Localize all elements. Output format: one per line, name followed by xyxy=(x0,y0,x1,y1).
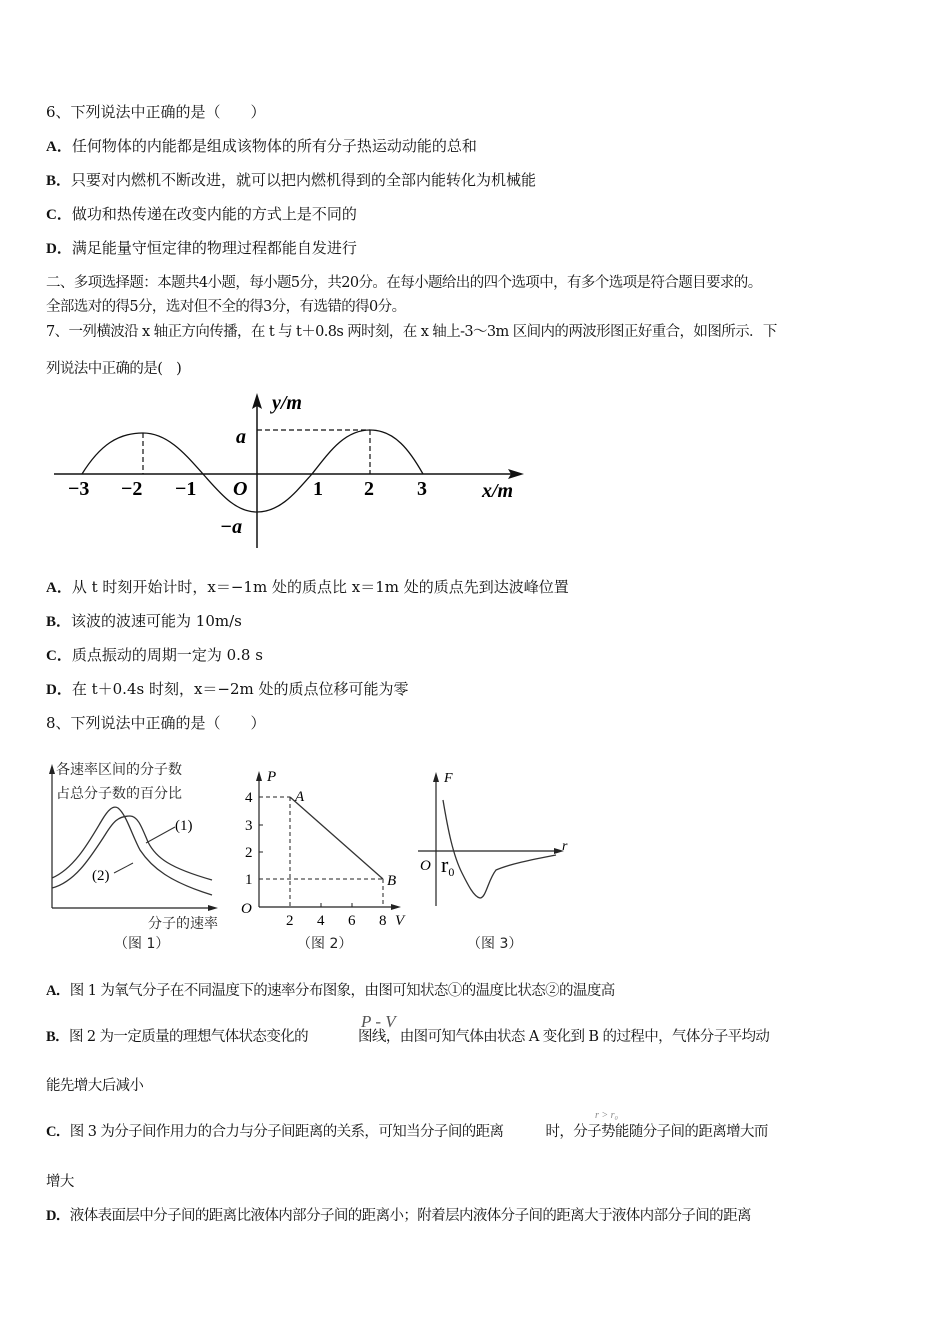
curve-2-label: (2) xyxy=(92,868,110,884)
option-label: B． xyxy=(46,173,72,189)
section2-instructions-line1: 二、多项选择题：本题共4小题，每小题5分，共20分。在每小题给出的四个选项中，有多个选项是符合题目要求的。 xyxy=(46,275,762,291)
origin-label: O xyxy=(233,478,248,500)
y-tick-label: 1 xyxy=(245,872,253,888)
y-axis-label-line2: 占总分子数的百分比 xyxy=(56,786,182,802)
option-text: 满足能量守恒定律的物理过程都能自发进行 xyxy=(71,239,357,257)
option-label: B． xyxy=(46,1029,69,1045)
q7-option-d xyxy=(46,679,409,700)
point-a-label: A xyxy=(295,789,305,805)
q8-option-b-continuation: 能先增大后减小 xyxy=(46,1078,144,1094)
option-text-pre: 图 2 为一定质量的理想气体状态变化的 xyxy=(68,1029,309,1045)
x-tick-label: 2 xyxy=(286,913,294,929)
x-tick-label: 3 xyxy=(417,478,427,500)
r0-label: r0 xyxy=(441,852,455,879)
figure-caption: （图 2） xyxy=(297,936,353,952)
option-label: C． xyxy=(46,648,72,664)
option-text: 从 t 时刻开始计时，x＝−1m 处的质点比 x＝1m 处的质点先到达波峰位置 xyxy=(71,578,569,596)
q6-stem: 6、下列说法中正确的是（ ） xyxy=(46,103,266,121)
option-text: 质点振动的周期一定为 0.8 s xyxy=(71,646,263,664)
section2-instructions-line2: 全部选对的得5分，选对但不全的得3分，有选错的得0分。 xyxy=(46,299,406,315)
x-axis-label: x/m xyxy=(482,480,514,502)
option-text: 只要对内燃机不断改进，就可以把内燃机得到的全部内能转化为机械能 xyxy=(71,171,537,189)
neg-amplitude-label: −a xyxy=(220,516,243,538)
x-tick-label: 4 xyxy=(317,913,325,929)
q7-option-b xyxy=(46,611,242,632)
option-label: D． xyxy=(46,682,72,698)
x-tick-label: 1 xyxy=(313,478,323,500)
option-text: 在 t＋0.4s 时刻，x＝−2m 处的质点位移可能为零 xyxy=(71,680,409,698)
origin-label: O xyxy=(420,858,431,874)
option-label: B． xyxy=(46,614,72,630)
q8-option-c-continuation: 增大 xyxy=(46,1174,74,1190)
amplitude-label: a xyxy=(236,426,246,448)
force-curve xyxy=(443,800,556,898)
q8-figure-1-speed-distribution xyxy=(40,750,240,960)
q8-option-a xyxy=(46,981,615,1001)
q8-figure-2-pv-diagram xyxy=(235,755,415,955)
option-label: A． xyxy=(46,580,72,596)
q8-figure-3-force-distance xyxy=(410,760,580,955)
q8-option-d xyxy=(46,1206,751,1226)
q7-stem-line1: 7、一列横波沿 x 轴正方向传播，在 t 与 t＋0.8s 两时刻，在 x 轴上-3～3m 区间内的两波形图正好重合，如图所示．下 xyxy=(46,324,777,340)
option-label: A． xyxy=(46,139,72,155)
y-axis-label: y/m xyxy=(272,392,302,414)
x-tick-label: 2 xyxy=(364,478,374,500)
option-text: 液体表面层中分子间的距离比液体内部分子间的距离小；附着层内液体分子间的距离大于液体内部分子间的距离 xyxy=(69,1208,751,1224)
option-text: 任何物体的内能都是组成该物体的所有分子热运动动能的总和 xyxy=(71,137,477,155)
origin-label: O xyxy=(241,901,252,917)
x-tick-label: 8 xyxy=(379,913,387,929)
point-b-label: B xyxy=(387,873,397,889)
q8-option-b xyxy=(46,1027,769,1047)
x-axis-label: r xyxy=(562,839,568,854)
figure-caption: （图 3） xyxy=(467,936,523,952)
r-gt-r0-math-expression: r > r₀ xyxy=(595,1110,619,1121)
x-axis-label: 分子的速率 xyxy=(148,916,218,932)
option-text: 图 1 为氧气分子在不同温度下的速率分布图象，由图可知状态①的温度比状态②的温度高 xyxy=(69,983,615,999)
q7-option-c xyxy=(46,645,263,666)
curve-1-label: (1) xyxy=(175,818,193,834)
y-tick-label: 2 xyxy=(245,845,253,861)
q7-wave-figure xyxy=(40,385,540,560)
option-label: C． xyxy=(46,207,72,223)
q6-option-b xyxy=(46,170,536,191)
q7-option-a xyxy=(46,577,569,598)
q6-option-d xyxy=(46,238,357,259)
leader-line xyxy=(114,863,133,873)
y-axis-label: F xyxy=(444,771,453,786)
x-tick-label: −1 xyxy=(175,478,197,500)
x-axis-label: V xyxy=(395,913,405,929)
x-tick-label: 6 xyxy=(348,913,356,929)
x-tick-label: −3 xyxy=(68,478,90,500)
y-axis-label: P xyxy=(267,769,277,785)
q7-stem-line2: 列说法中正确的是( ) xyxy=(46,361,182,377)
leader-line xyxy=(146,827,175,843)
process-line-a-to-b xyxy=(290,797,383,879)
q6-option-a xyxy=(46,136,477,157)
y-axis-arrow-icon xyxy=(433,772,439,782)
q8-option-c xyxy=(46,1122,768,1142)
y-tick-label: 4 xyxy=(245,790,253,806)
y-axis-arrow-icon xyxy=(49,764,55,774)
option-text: 做功和热传递在改变内能的方式上是不同的 xyxy=(71,205,357,223)
option-label: D． xyxy=(46,241,72,257)
option-label: C． xyxy=(46,1124,70,1140)
x-tick-label: −2 xyxy=(121,478,143,500)
y-axis-label-line1: 各速率区间的分子数 xyxy=(56,762,182,778)
option-text-pre: 图 3 为分子间作用力的合力与分子间距离的关系，可知当分子间的距离 xyxy=(69,1124,504,1140)
option-label: A． xyxy=(46,983,70,999)
y-tick-label: 3 xyxy=(245,818,253,834)
x-axis-arrow-icon xyxy=(391,904,401,910)
figure-caption: （图 1） xyxy=(114,936,170,952)
option-label: D． xyxy=(46,1208,70,1224)
option-text-post: 时，分子势能随分子间的距离增大而 xyxy=(545,1124,768,1140)
q8-stem: 8、下列说法中正确的是（ ） xyxy=(46,714,266,732)
option-text: 该波的波速可能为 10m/s xyxy=(71,612,242,630)
option-text-post: 图线，由图可知气体由状态 A 变化到 B 的过程中，气体分子平均动 xyxy=(358,1029,770,1045)
pv-math-expression: P - V xyxy=(361,1012,396,1031)
x-axis-arrow-icon xyxy=(208,905,218,911)
q6-option-c xyxy=(46,204,357,225)
y-axis-arrow-icon xyxy=(256,771,262,781)
